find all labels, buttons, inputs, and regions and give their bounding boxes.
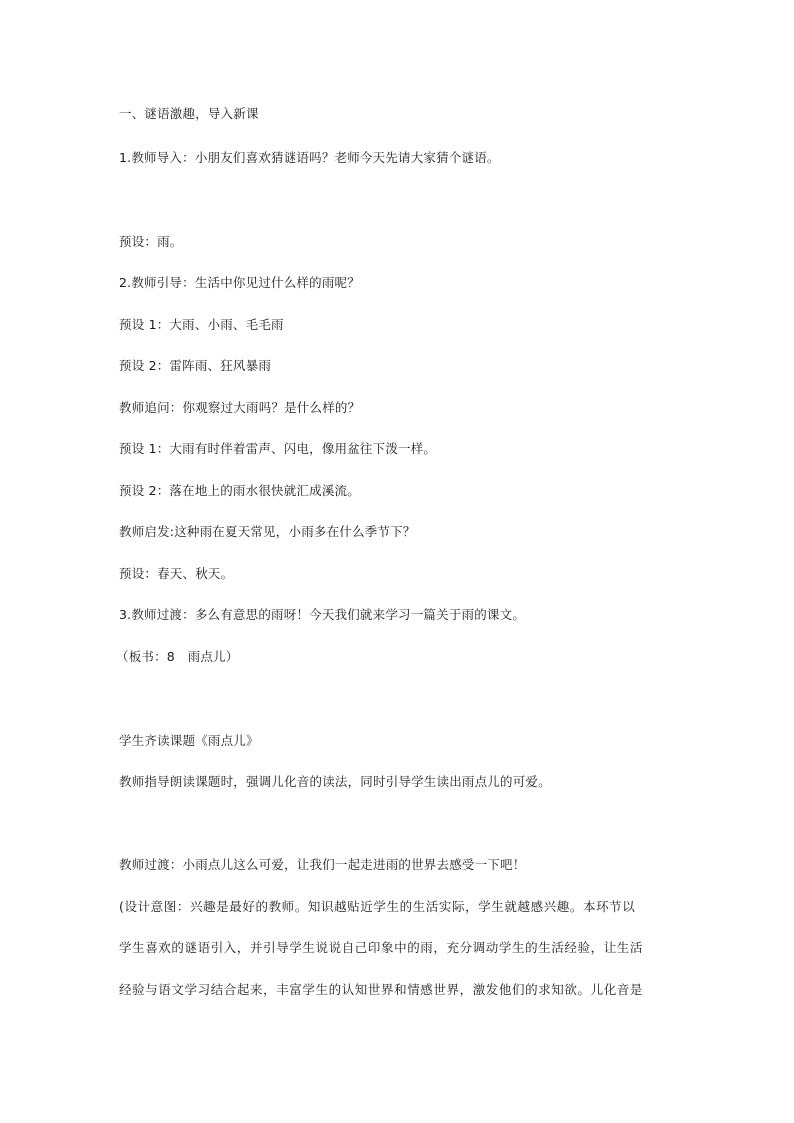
paragraph-preset-seasons: 预设：春天、秋天。 — [119, 566, 234, 581]
paragraph-teacher-prompt: 教师启发:这种雨在夏天常见，小雨多在什么季节下？ — [119, 524, 416, 539]
paragraph-teacher-intro: 1.教师导入：小朋友们喜欢猜谜语吗？老师今天先请大家猜个谜语。 — [119, 150, 500, 165]
paragraph-teacher-followup: 教师追问：你观察过大雨吗？是什么样的？ — [119, 400, 361, 415]
paragraph-preset-2: 预设 2：雷阵雨、狂风暴雨 — [119, 358, 272, 373]
section-heading: 一、谜语激趣，导入新课 — [119, 106, 259, 121]
paragraph-reading-guide: 教师指导朗读课题时，强调儿化音的读法，同时引导学生读出雨点儿的可爱。 — [119, 774, 551, 789]
paragraph-teacher-transition: 3.教师过渡：多么有意思的雨呀！今天我们就来学习一篇关于雨的课文。 — [119, 607, 526, 622]
paragraph-preset-1b: 预设 1：大雨有时伴着雷声、闪电，像用盆往下泼一样。 — [119, 441, 437, 456]
paragraph-preset-1: 预设 1：大雨、小雨、毛毛雨 — [119, 317, 284, 332]
paragraph-design-intent-3: 经验与语文学习结合起来，丰富学生的认知世界和情感世界，激发他们的求知欲。儿化音是 — [119, 982, 644, 997]
paragraph-blackboard: （板书：8 雨点儿） — [116, 649, 239, 664]
paragraph-design-intent-1: (设计意图：兴趣是最好的教师。知识越贴近学生的生活实际，学生就越感兴趣。本环节以 — [119, 899, 636, 914]
paragraph-preset-answer: 预设：雨。 — [119, 234, 183, 249]
paragraph-design-intent-2: 学生喜欢的谜语引入，并引导学生说说自己印象中的雨，充分调动学生的生活经验，让生活 — [119, 940, 644, 955]
paragraph-teacher-guide: 2.教师引导：生活中你见过什么样的雨呢？ — [119, 275, 360, 290]
paragraph-preset-2b: 预设 2：落在地上的雨水很快就汇成溪流。 — [119, 483, 360, 498]
paragraph-teacher-transition-2: 教师过渡：小雨点儿这么可爱，让我们一起走进雨的世界去感受一下吧！ — [119, 857, 526, 872]
paragraph-read-title: 学生齐读课题《雨点儿》 — [119, 733, 259, 748]
